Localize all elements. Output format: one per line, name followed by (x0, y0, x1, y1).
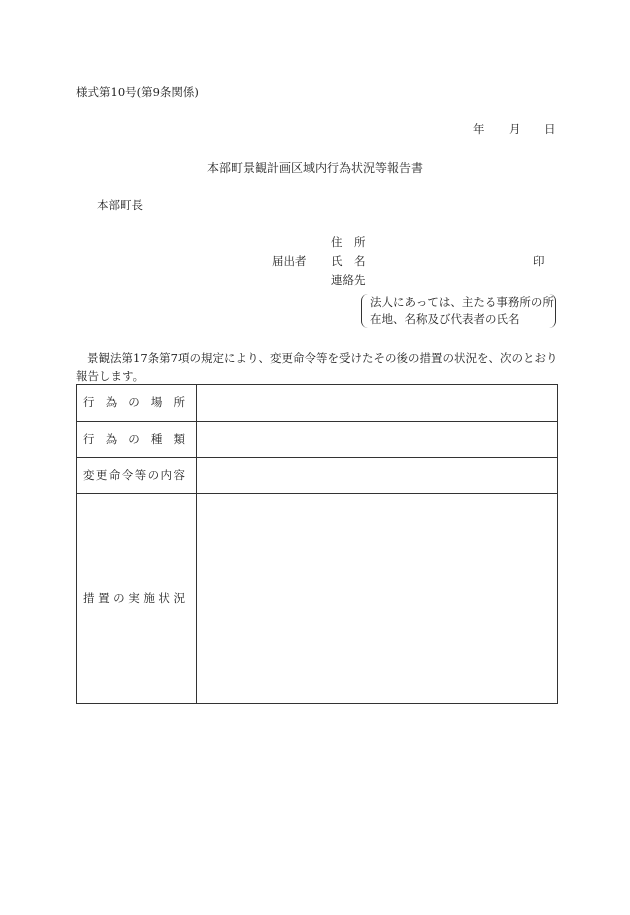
label-char: 容 (173, 467, 185, 482)
corporate-note-line-1: 法人にあっては、主たる事務所の所 (370, 295, 554, 309)
row-label-type (77, 422, 197, 458)
addressee: 本部町長 (97, 198, 143, 212)
type-field[interactable] (197, 422, 558, 458)
label-char: 施 (143, 590, 155, 605)
label-char: 所 (173, 395, 185, 410)
seal-mark: 印 (533, 254, 545, 268)
label-char: 等 (134, 467, 147, 482)
form-number: 様式第10号(第9条関係) (76, 85, 199, 99)
spaced-label (83, 397, 185, 409)
row-label-status (77, 494, 197, 704)
report-statement: 景観法第17条第7項の規定により、変更命令等を受けたその後の措置の状況を、次のとおり報告します。 (76, 351, 558, 383)
corporate-note-line-2: 在地、名称及び代表者の氏名 (370, 312, 520, 326)
label-char: 状 (158, 590, 170, 605)
name-label: 氏 名 (331, 254, 366, 268)
table-row (77, 422, 558, 458)
label-char: 行 (83, 431, 95, 446)
status-field[interactable] (197, 494, 558, 704)
document-title: 本部町景観計画区域内行為状況等報告書 (206, 161, 423, 175)
table-row (77, 458, 558, 494)
label-char: の (128, 431, 140, 446)
label-char: 為 (105, 431, 118, 446)
row-label-place (77, 385, 197, 422)
label-char: 変 (83, 467, 95, 482)
report-table (76, 384, 558, 704)
contact-label: 連絡先 (331, 273, 366, 287)
place-field[interactable] (197, 385, 558, 422)
label-char: 命 (108, 467, 121, 482)
label-char: 実 (128, 590, 140, 605)
date-day-label: 日 (544, 122, 556, 136)
table-row (77, 494, 558, 704)
spaced-label (83, 431, 185, 446)
spaced-label (83, 590, 185, 605)
label-char: 内 (160, 467, 173, 482)
label-char: 種 (150, 431, 163, 446)
label-char: の (128, 395, 140, 410)
address-label: 住 所 (331, 235, 366, 249)
table-row (77, 385, 558, 422)
label-char: 況 (173, 590, 185, 605)
row-label-order (77, 458, 197, 494)
label-char: 為 (105, 395, 118, 410)
date-year-label: 年 (473, 122, 485, 136)
spaced-label (83, 467, 185, 482)
notifier-role-label: 届出者 (272, 254, 307, 268)
label-char: 令 (121, 467, 134, 482)
order-content-field[interactable] (197, 458, 558, 494)
label-char: 場 (150, 395, 163, 410)
label-char: 措 (83, 590, 95, 605)
label-char: の (147, 467, 160, 482)
label-char: 置 (98, 590, 110, 605)
label-char: 行 (83, 395, 95, 410)
label-char: 類 (173, 431, 185, 446)
date-month-label: 月 (509, 122, 521, 136)
label-char: 更 (95, 467, 108, 482)
label-char: の (113, 590, 125, 605)
